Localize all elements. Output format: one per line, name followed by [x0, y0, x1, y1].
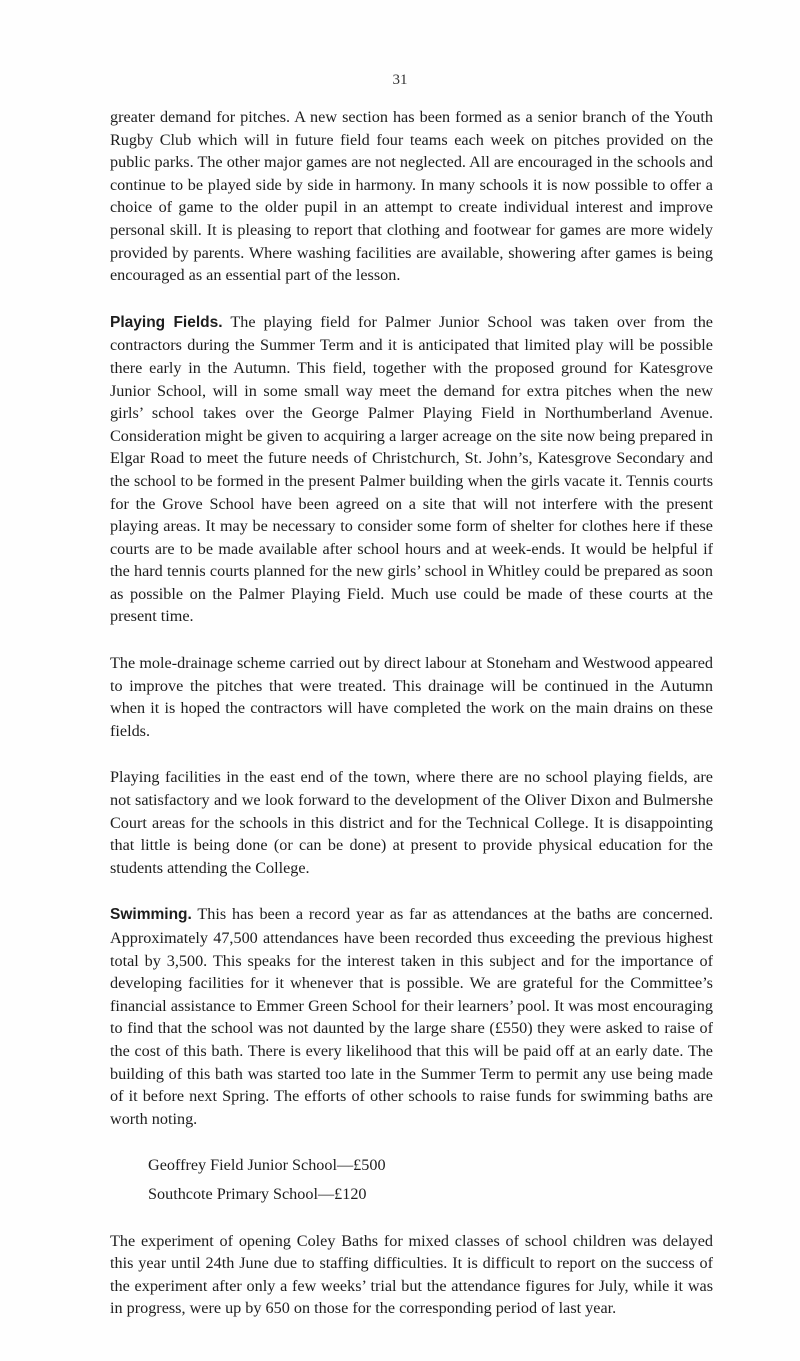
playing-fields-text: The playing field for Palmer Junior School was taken over from the contractors during the Summer Term and it is anticipated that limited play will be possible there early in the Autumn. This field, together with the proposed ground for Katesgrove Junior School, will in some small way meet the demand for extra pitches when the new girls’ school takes over the George Palmer Playing Field in Northumberland Avenue. Consideration might be given to acquiring a larger acreage on the site now being prepared in Elgar Road to meet the future needs of Christchurch, St. John’s, Katesgrove Secondary and the school to be formed in the present Palmer building when the girls vacate it. Tennis courts for the Grove School have been agreed on a site that will not interfere with the present playing areas. It may be necessary to consider some form of shelter for clothes here if these courts are to be made available after school hours and at week-ends. It would be helpful if the hard tennis courts planned for the new girls’ school in Whitley could be prepared as soon as possible on the Palmer Playing Field. Much use could be made of these courts at the present time.: [110, 312, 713, 626]
paragraph-swimming: [110, 903, 713, 1130]
heading-playing-fields: Playing Fields.: [110, 313, 223, 331]
page-number: 31: [392, 72, 408, 88]
swimming-text: This has been a record year as far as attendances at the baths are concerned. Approximately 47,500 attendances have been recorded thus exceeding the previous highest total by 3,500. This speaks for the interest taken in this subject and for the importance of developing facilities for it whenever that is possible. We are grateful for the Committee’s financial assistance to Emmer Green School for their learners’ pool. It was most encouraging to find that the school was not daunted by the large share (£550) they were asked to raise of the cost of this bath. There is every likelihood that this will be paid off at an early date. The building of this bath was started too late in the Summer Term to permit any use being made of it before next Spring. The efforts of other schools to raise funds for swimming baths are worth noting.: [110, 905, 713, 1128]
heading-swimming: Swimming.: [110, 906, 192, 924]
list-item: Geoffrey Field Junior School—£500: [148, 1156, 386, 1175]
paragraph-mole-drainage: The mole-drainage scheme carried out by direct labour at Stoneham and Westwood appeared to improve the pitches that were treated. This drainage will be continued in the Autumn when it is hoped the contractors will have completed the work on the main drains on these fields.: [110, 654, 713, 740]
paragraph-games-continuation: greater demand for pitches. A new section has been formed as a senior branch of the Youth Rugby Club which will in future field four teams each week on pitches provided on the public parks. The other major games are not neglected. All are encouraged in the schools and continue to be played side by side in harmony. In many schools it is now possible to offer a choice of game to the older pupil in an attempt to create individual interest and improve personal skill. It is pleasing to report that clothing and footwear for games are more widely provided by parents. Where washing facilities are available, showering after games is being encouraged as an essential part of the lesson.: [110, 108, 713, 285]
paragraph-playing-fields: [110, 311, 713, 628]
document-body: [110, 106, 713, 1344]
paragraph-east-end-facilities: Playing facilities in the east end of the town, where there are no school playing fields, are not satisfactory and we look forward to the development of the Oliver Dixon and Bulmershe Court areas for the schools in this district and for the Technical College. It is disappointing that little is being done (or can be done) at present to provide physical education for the students attending the College.: [110, 768, 713, 877]
paragraph-coley-baths: The experiment of opening Coley Baths for mixed classes of school children was delayed this year until 24th June due to staffing difficulties. It is difficult to report on the success of the experiment after only a few weeks’ trial but the attendance figures for July, while it was in progress, were up by 650 on those for the corresponding period of last year.: [110, 1231, 713, 1318]
list-item: Southcote Primary School—£120: [148, 1184, 367, 1203]
